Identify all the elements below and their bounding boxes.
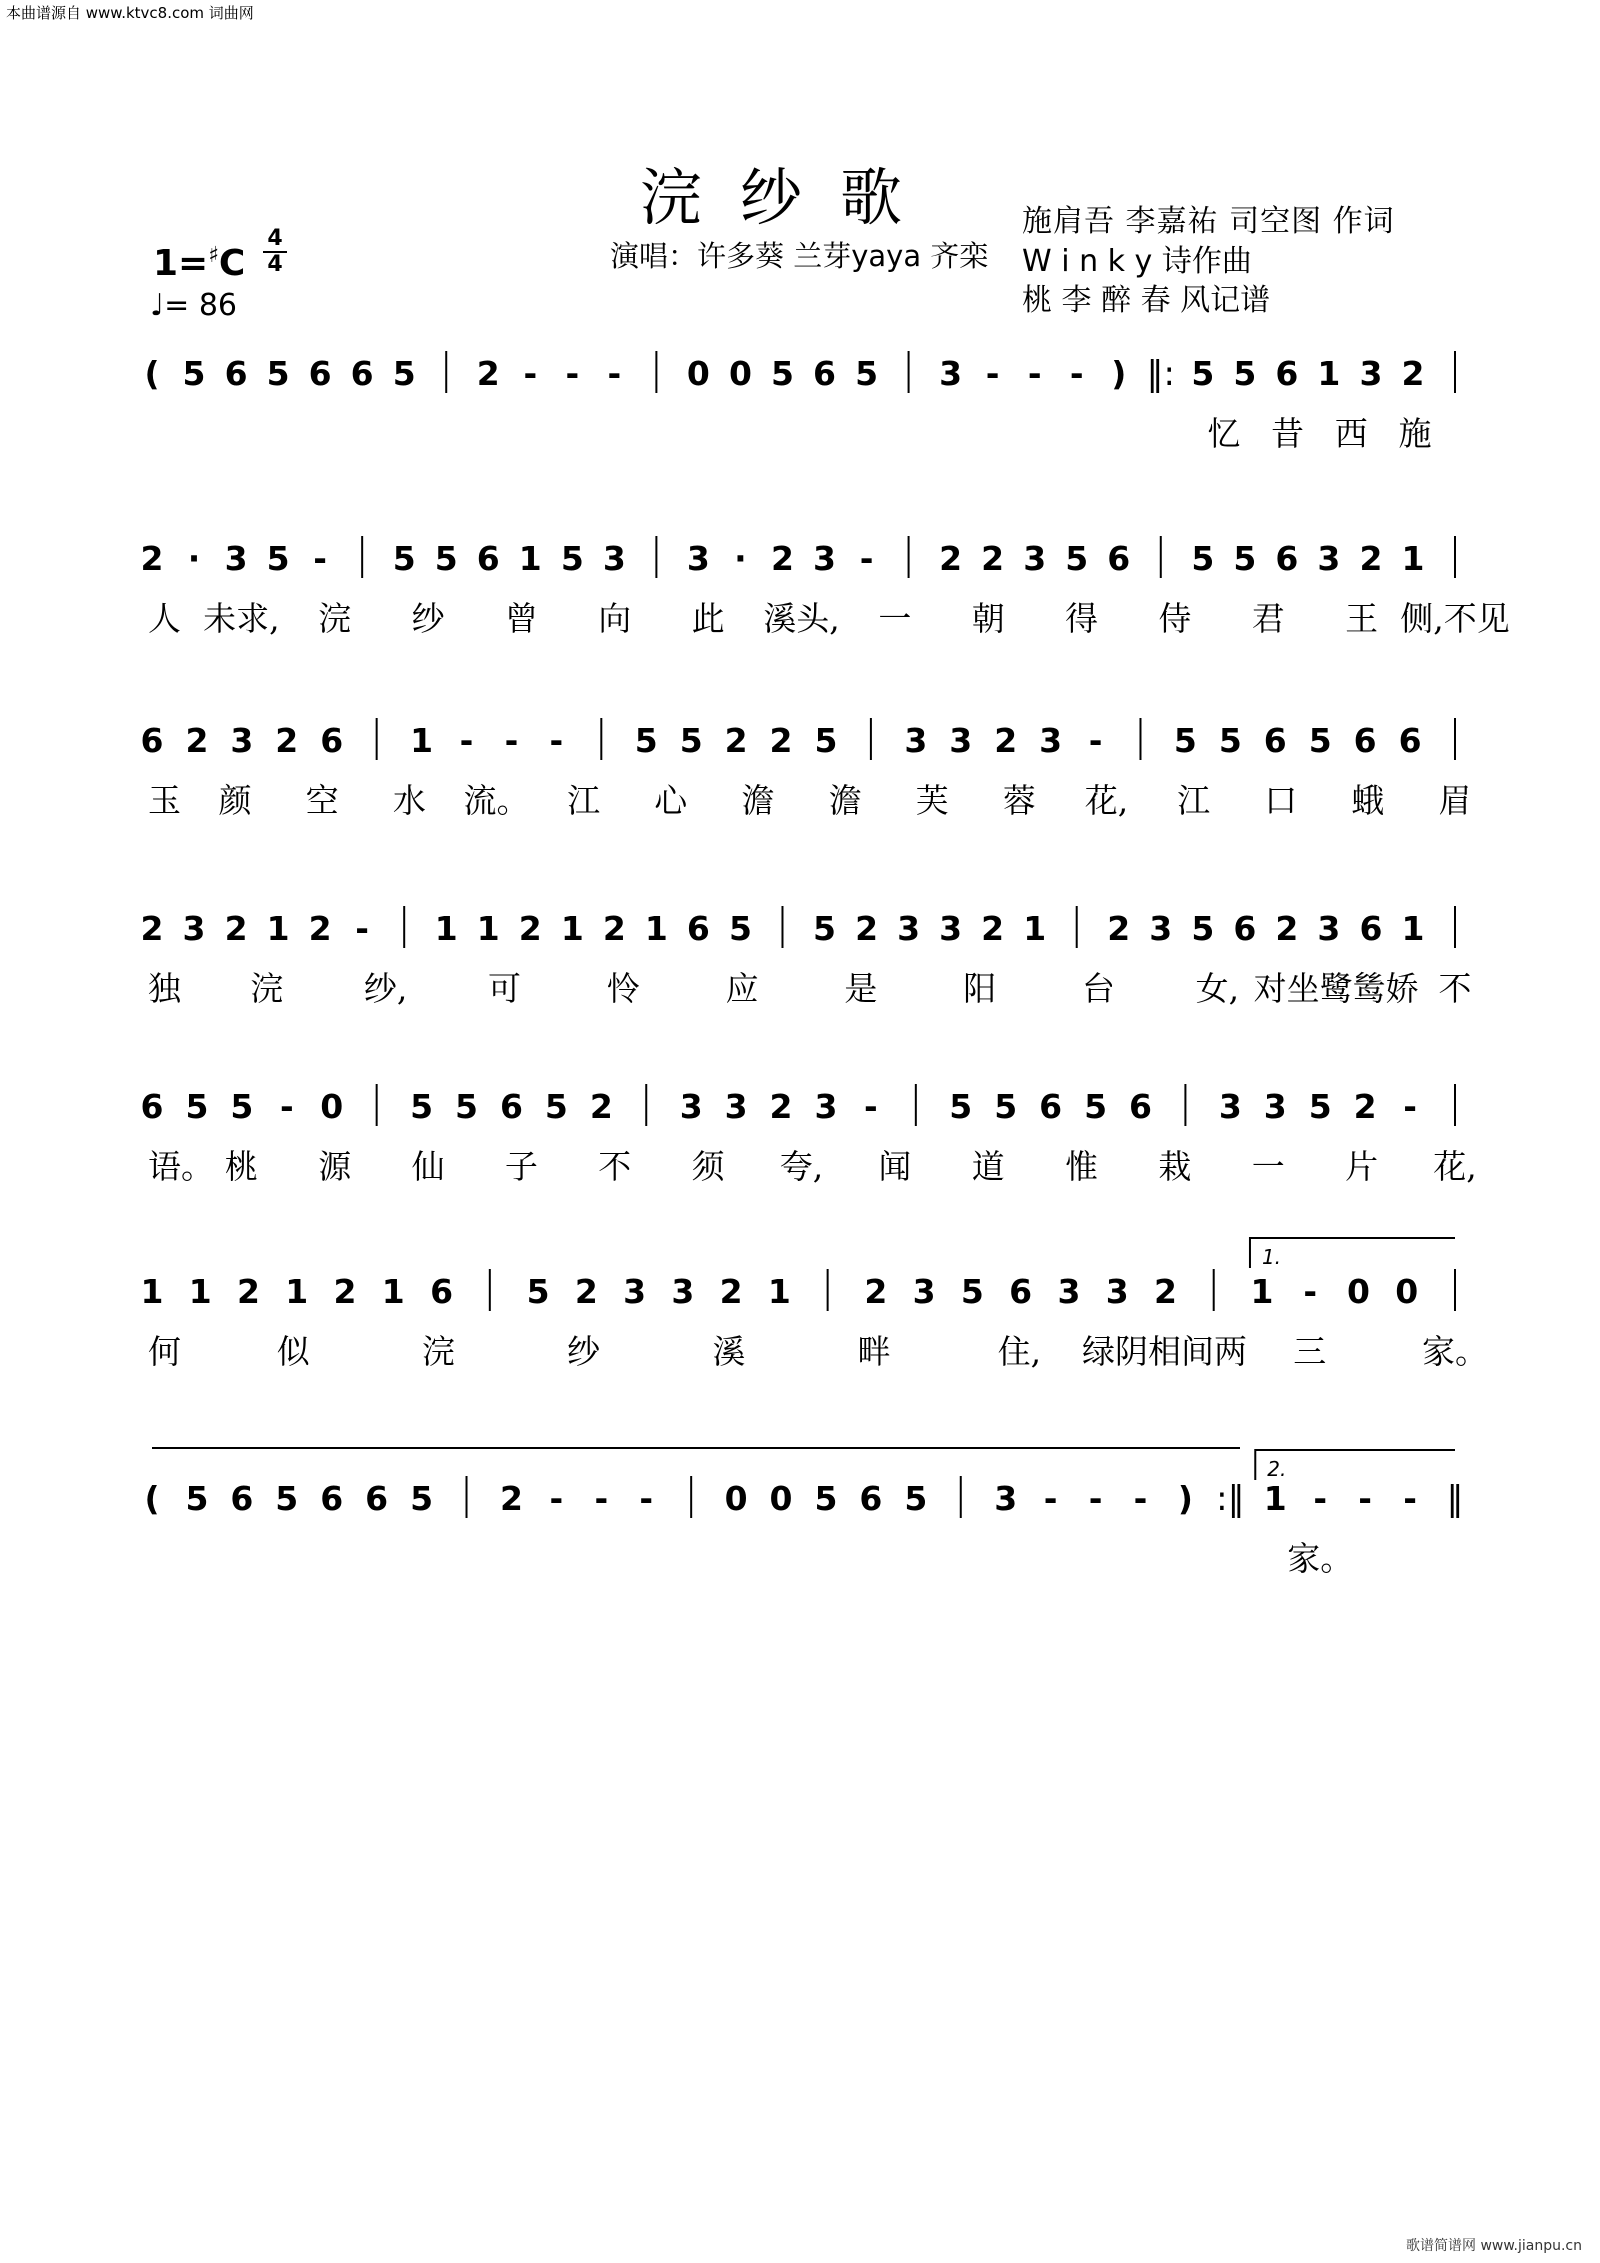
- note: (: [144, 1479, 160, 1518]
- note: 0: [724, 1479, 748, 1518]
- repeat-bar: ‖:: [1146, 354, 1176, 394]
- lyric: 子: [504, 1147, 538, 1186]
- song-title: 浣纱歌: [640, 161, 941, 234]
- note: 6: [1107, 539, 1131, 578]
- note: -: [459, 721, 474, 760]
- note: -: [1027, 354, 1042, 393]
- repeat-bar: ‖: [1446, 1479, 1464, 1519]
- note: ): [1111, 354, 1127, 393]
- lyric: 此: [691, 599, 725, 638]
- note: 2: [939, 539, 963, 578]
- note: 5: [560, 539, 584, 578]
- note: 2: [864, 1272, 888, 1311]
- lyric: 可: [487, 969, 521, 1008]
- note: 1: [266, 909, 290, 948]
- note: -: [279, 1087, 294, 1126]
- key-note: C: [218, 243, 246, 284]
- note: 5: [266, 354, 290, 393]
- note: 5: [1308, 1087, 1332, 1126]
- note: 5: [526, 1272, 550, 1311]
- note: -: [1313, 1479, 1328, 1518]
- lyric: 蓉: [1002, 781, 1036, 820]
- note: 2: [518, 909, 542, 948]
- lyric: 纱,: [363, 969, 408, 1008]
- note: ·: [734, 539, 747, 578]
- note: -: [1403, 1479, 1417, 1518]
- lyric: 纱: [411, 599, 445, 638]
- note: 5: [960, 1272, 984, 1311]
- note: 2: [140, 909, 164, 948]
- lyric: 花,: [1433, 1147, 1477, 1186]
- note: 2: [1353, 1087, 1377, 1126]
- note: ): [1177, 1479, 1193, 1518]
- note: -: [607, 354, 622, 393]
- note: 6: [1009, 1272, 1033, 1311]
- note: 1: [1263, 1479, 1287, 1518]
- note: 2: [981, 909, 1005, 948]
- note: 6: [1263, 721, 1287, 760]
- note: 6: [308, 354, 332, 393]
- note: 1: [1023, 909, 1047, 948]
- volta-number: 2.: [1267, 1457, 1287, 1481]
- note: 0: [728, 354, 752, 393]
- note: -: [859, 539, 874, 578]
- lyric: 心: [654, 781, 688, 820]
- note: 2: [275, 721, 299, 760]
- note: 6: [320, 1479, 344, 1518]
- lyric: 闻: [878, 1147, 912, 1186]
- lyric: 人: [148, 599, 181, 638]
- note: -: [1088, 721, 1103, 760]
- note: 5: [185, 1479, 209, 1518]
- note: 3: [912, 1272, 936, 1311]
- lyric: 道: [971, 1147, 1005, 1186]
- lyric: 施: [1398, 414, 1432, 453]
- note: 1: [767, 1272, 791, 1311]
- lyric: 口: [1264, 781, 1298, 820]
- lyric: 台: [1082, 969, 1116, 1008]
- lyric: 昔: [1271, 414, 1305, 453]
- lyric: 颜: [218, 781, 252, 820]
- note: -: [864, 1087, 878, 1126]
- note: 5: [1191, 539, 1215, 578]
- lyric: 向: [598, 599, 632, 638]
- note: -: [1133, 1479, 1148, 1518]
- note: 2: [1359, 539, 1383, 578]
- note: ·: [187, 539, 201, 578]
- lyric: 浣: [250, 969, 284, 1008]
- note: 6: [686, 909, 710, 948]
- tempo-value: = 86: [164, 288, 238, 323]
- note: 3: [182, 909, 206, 948]
- note: 5: [949, 1087, 973, 1126]
- note: 1: [434, 909, 458, 948]
- lyric: 夸,: [779, 1147, 824, 1186]
- lyric: 家。: [1287, 1539, 1354, 1578]
- lyric: 纱: [567, 1332, 601, 1371]
- note: 6: [476, 539, 500, 578]
- watermark: 歌谱简谱网 www.jianpu.cn: [1406, 2238, 1582, 2254]
- lyric: 阳: [963, 969, 997, 1008]
- lyric: 对坐鹭鸶娇: [1253, 969, 1419, 1008]
- lyric: 语。: [148, 1147, 214, 1186]
- note: 3: [813, 539, 837, 578]
- note: 5: [1218, 721, 1242, 760]
- note: 1: [410, 721, 434, 760]
- lyric: 西: [1334, 414, 1368, 453]
- note: 3: [686, 539, 710, 578]
- note: -: [549, 1479, 564, 1518]
- lyric: 曾: [504, 599, 538, 638]
- credit-transcriber: 桃 李 醉 春 风记谱: [1022, 283, 1271, 318]
- source-note: 本曲谱源自 www.ktvc8.com 词曲网: [6, 4, 254, 22]
- note: -: [549, 721, 564, 760]
- note: 5: [814, 721, 838, 760]
- note: 1: [560, 909, 584, 948]
- note: 2: [499, 1479, 523, 1518]
- note: 3: [724, 1087, 748, 1126]
- note: -: [1358, 1479, 1372, 1518]
- lyric: 独: [148, 969, 181, 1008]
- note: 3: [939, 354, 963, 393]
- note: 3: [671, 1272, 695, 1311]
- credit-composer: W i n k y 诗作曲: [1022, 244, 1252, 279]
- note: -: [504, 721, 519, 760]
- note: 3: [897, 909, 921, 948]
- lyric: 女,: [1195, 969, 1240, 1008]
- note: 5: [266, 539, 290, 578]
- note: 3: [602, 539, 626, 578]
- note: 1: [381, 1272, 405, 1311]
- note: 5: [544, 1087, 568, 1126]
- note: 0: [769, 1479, 793, 1518]
- note: 1: [285, 1272, 309, 1311]
- note: 5: [679, 721, 703, 760]
- sharp-sign: ♯: [208, 243, 219, 268]
- note: -: [639, 1479, 654, 1518]
- note: 6: [1398, 721, 1422, 760]
- note: 2: [140, 539, 164, 578]
- note: 1: [188, 1272, 212, 1311]
- lyric: 未求,: [203, 599, 280, 638]
- lyric: 是: [844, 969, 878, 1008]
- note: 3: [230, 721, 254, 760]
- note: 0: [1395, 1272, 1419, 1311]
- note: 6: [813, 354, 837, 393]
- note: 2: [589, 1087, 613, 1126]
- note: 3: [1057, 1272, 1081, 1311]
- note: 5: [1173, 721, 1197, 760]
- lyric: 忆: [1207, 414, 1241, 453]
- note: 2: [994, 721, 1018, 760]
- lyric: 澹: [741, 781, 775, 820]
- note: 3: [1039, 721, 1063, 760]
- lyric: 绿阴相间两: [1082, 1332, 1248, 1371]
- note: -: [1303, 1272, 1318, 1311]
- quarter-note-icon: ♩: [150, 288, 165, 323]
- lyric: 何: [148, 1332, 181, 1371]
- note: 3: [1218, 1087, 1242, 1126]
- lyric: 澹: [828, 781, 862, 820]
- note: -: [523, 354, 538, 393]
- note: 1: [140, 1272, 164, 1311]
- note: 5: [814, 1479, 838, 1518]
- lyric: 空: [305, 781, 339, 820]
- note: 2: [574, 1272, 598, 1311]
- note: 5: [392, 354, 416, 393]
- key-prefix: 1=: [153, 243, 209, 284]
- note: -: [565, 354, 580, 393]
- note: -: [594, 1479, 609, 1518]
- note: 1: [1401, 539, 1425, 578]
- lyric: 一: [1251, 1147, 1285, 1186]
- lyric: 江: [567, 781, 601, 820]
- note: 6: [430, 1272, 454, 1311]
- lyric: 浣: [421, 1332, 455, 1371]
- lyric: 不: [598, 1147, 632, 1186]
- lyric: 溪: [712, 1332, 746, 1371]
- note: 2: [1107, 909, 1131, 948]
- lyric: 侧,不见: [1400, 599, 1510, 638]
- lyric: 应: [725, 969, 759, 1008]
- lyric: 须: [691, 1147, 725, 1186]
- lyric: 桃: [224, 1147, 258, 1186]
- note: 3: [1317, 539, 1341, 578]
- note: 2: [770, 539, 794, 578]
- lyric: 怜: [606, 969, 640, 1008]
- note: 5: [994, 1087, 1018, 1126]
- lyric: 蛾: [1351, 781, 1385, 820]
- lyric: 家。: [1422, 1332, 1488, 1371]
- note: 5: [410, 1087, 434, 1126]
- lyric: 惟: [1065, 1147, 1099, 1186]
- note: 2: [185, 721, 209, 760]
- lyric: 江: [1177, 781, 1211, 820]
- note: 6: [320, 721, 344, 760]
- note: 2: [981, 539, 1005, 578]
- lyric: 流。: [463, 781, 530, 820]
- repeat-bar: :‖: [1216, 1479, 1245, 1519]
- note: 6: [1233, 909, 1257, 948]
- note: 5: [185, 1087, 209, 1126]
- note: -: [355, 909, 370, 948]
- lyric: 浣: [318, 599, 352, 638]
- note: 2: [1401, 354, 1425, 393]
- lyric: 溪头,: [763, 599, 840, 638]
- note: 3: [1149, 909, 1173, 948]
- note: 6: [1359, 909, 1383, 948]
- note: 3: [679, 1087, 703, 1126]
- note: 6: [499, 1087, 523, 1126]
- note: -: [1403, 1087, 1417, 1126]
- lyric: 一: [878, 599, 912, 638]
- lyric: 栽: [1158, 1147, 1192, 1186]
- note: 0: [320, 1087, 344, 1126]
- lyric: 芙: [915, 781, 949, 820]
- volta-number: 1.: [1261, 1245, 1282, 1269]
- lyric: 花,: [1084, 781, 1129, 820]
- time-signature-top: 4: [267, 226, 283, 251]
- note: 5: [1191, 354, 1215, 393]
- note: 1: [518, 539, 542, 578]
- note: 3: [1359, 354, 1383, 393]
- note: 5: [904, 1479, 928, 1518]
- credit-lyricist: 施肩吾 李嘉祐 司空图 作词: [1022, 204, 1395, 239]
- note: 3: [904, 721, 928, 760]
- note: 3: [224, 539, 248, 578]
- note: 0: [1346, 1272, 1370, 1311]
- lyric: 源: [318, 1147, 352, 1186]
- note: 1: [644, 909, 668, 948]
- note: 5: [275, 1479, 299, 1518]
- note: 2: [224, 909, 248, 948]
- lyric: 水: [392, 781, 426, 820]
- note: 5: [1233, 539, 1257, 578]
- lyric: 得: [1065, 599, 1099, 638]
- note: 2: [769, 1087, 793, 1126]
- note: 6: [365, 1479, 389, 1518]
- singers: 演唱：许多葵 兰芽yaya 齐栾: [610, 239, 989, 273]
- note: -: [985, 354, 1000, 393]
- lyric: 君: [1251, 599, 1285, 638]
- note: 3: [814, 1087, 838, 1126]
- note: 5: [1308, 721, 1332, 760]
- note: 6: [350, 354, 374, 393]
- note: 2: [769, 721, 793, 760]
- lyric: 眉: [1438, 781, 1472, 820]
- note: 5: [770, 354, 794, 393]
- lyric: 朝: [971, 599, 1005, 638]
- note: 3: [1023, 539, 1047, 578]
- lyric: 王: [1345, 599, 1379, 638]
- note: 6: [859, 1479, 883, 1518]
- note: 3: [939, 909, 963, 948]
- note: 2: [308, 909, 332, 948]
- note: 6: [230, 1479, 254, 1518]
- note: 5: [182, 354, 206, 393]
- note: 6: [1128, 1087, 1152, 1126]
- note: 5: [855, 354, 879, 393]
- lyric: 玉: [148, 781, 181, 820]
- note: -: [1069, 354, 1084, 393]
- note: 5: [1233, 354, 1257, 393]
- note: 5: [813, 909, 837, 948]
- note: 2: [855, 909, 879, 948]
- note: 5: [392, 539, 416, 578]
- lyric: 三: [1293, 1332, 1327, 1371]
- note: 2: [719, 1272, 743, 1311]
- lyric: 不: [1438, 969, 1472, 1008]
- note: 6: [1353, 721, 1377, 760]
- note: 2: [1275, 909, 1299, 948]
- note: 2: [333, 1272, 357, 1311]
- note: 6: [1275, 539, 1299, 578]
- note: 5: [410, 1479, 434, 1518]
- note: 3: [1263, 1087, 1287, 1126]
- note: 6: [1275, 354, 1299, 393]
- note: 6: [140, 721, 164, 760]
- note: 2: [476, 354, 500, 393]
- lyric: 片: [1345, 1147, 1379, 1186]
- note: 5: [1084, 1087, 1108, 1126]
- note: 1: [1401, 909, 1425, 948]
- note: 3: [1317, 909, 1341, 948]
- note: 2: [1153, 1272, 1177, 1311]
- time-signature-bottom: 4: [267, 252, 283, 277]
- note: -: [313, 539, 327, 578]
- note: 0: [686, 354, 710, 393]
- note: 1: [1250, 1272, 1274, 1311]
- note: 1: [1317, 354, 1341, 393]
- note: 6: [1039, 1087, 1063, 1126]
- lyric: 似: [276, 1332, 310, 1371]
- note: 5: [1065, 539, 1089, 578]
- note: 2: [237, 1272, 261, 1311]
- note: 6: [224, 354, 248, 393]
- note: 5: [230, 1087, 254, 1126]
- note: -: [1043, 1479, 1058, 1518]
- note: 6: [140, 1087, 164, 1126]
- note: 3: [949, 721, 973, 760]
- note: 5: [728, 909, 752, 948]
- lyric: 住,: [997, 1332, 1042, 1371]
- note: 2: [724, 721, 748, 760]
- note: -: [1088, 1479, 1103, 1518]
- note: 5: [634, 721, 658, 760]
- note: 1: [476, 909, 500, 948]
- note: 3: [623, 1272, 647, 1311]
- note: (: [144, 354, 160, 393]
- lyric: 侍: [1158, 599, 1192, 638]
- note: 5: [434, 539, 458, 578]
- lyric: 仙: [411, 1147, 445, 1186]
- note: 2: [602, 909, 626, 948]
- note: 3: [1105, 1272, 1129, 1311]
- lyric: 畔: [857, 1332, 891, 1371]
- note: 3: [994, 1479, 1018, 1518]
- note: 5: [1191, 909, 1215, 948]
- note: 5: [455, 1087, 479, 1126]
